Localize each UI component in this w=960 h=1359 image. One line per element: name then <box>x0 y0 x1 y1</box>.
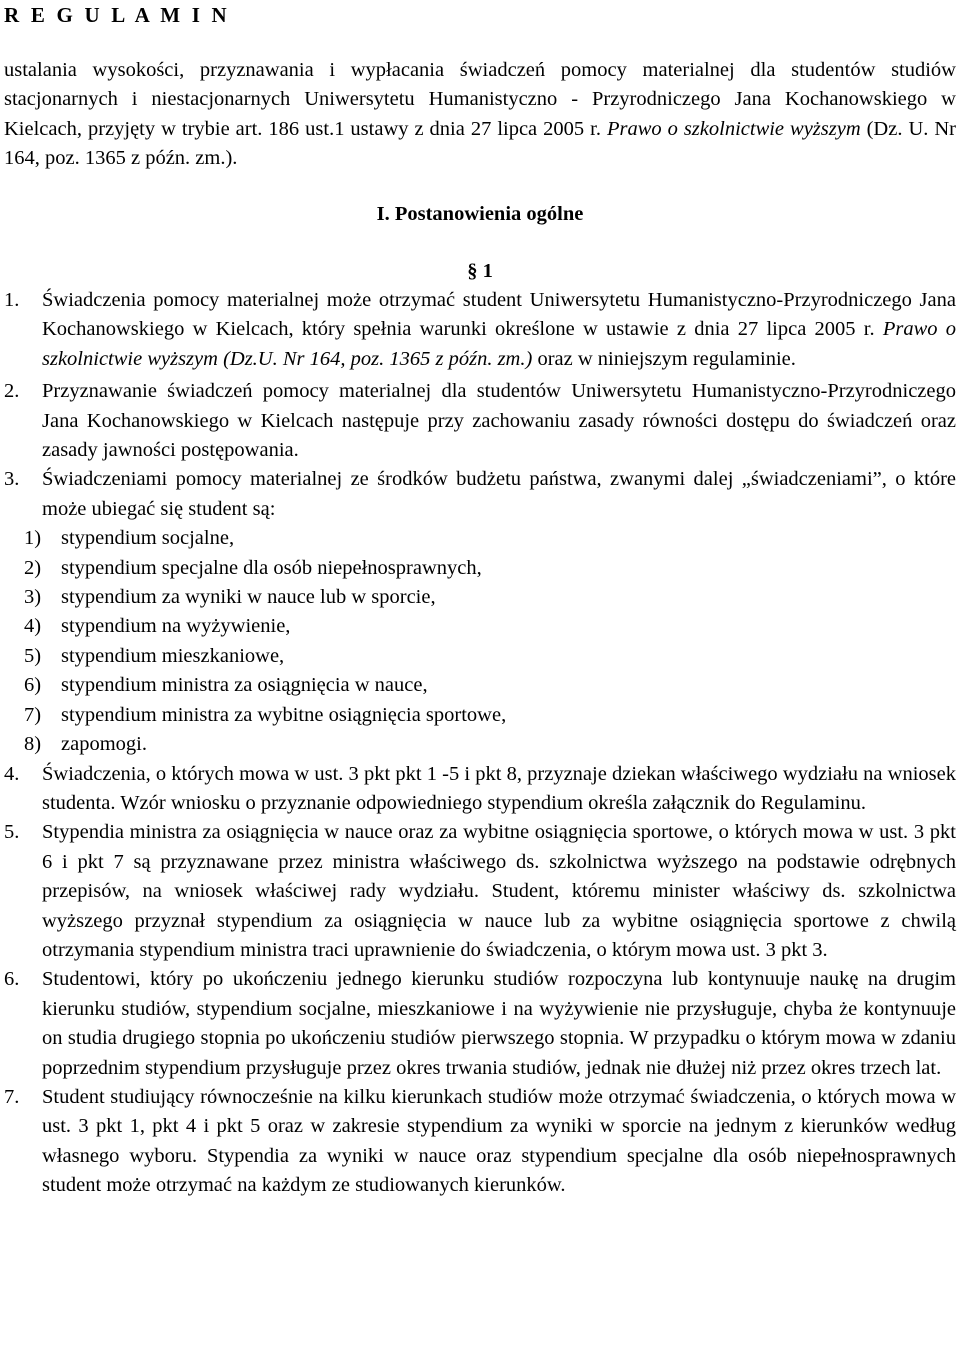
intro-act-title: Prawo o szkolnictwie wyższym <box>606 117 861 140</box>
item-number: 2. <box>4 380 20 403</box>
regulation-item-6 <box>4 965 956 1083</box>
list-item-number: 4) <box>24 615 42 638</box>
list-item <box>4 642 956 671</box>
item-text: Studentowi, który po ukończeniu jednego kierunku studiów rozpoczyna lub kontynuuje naukę na drugim kierunku studiów, stypendium socjalne, mieszkaniowe i na wyżywienie nie przysługuje, chyba że kontynuuje on studia drugiego stopnia po ukończeniu studiów pierwszego stopnia. W przypadku o którym mowa w zdaniu poprzednim stypendium przysługuje przez okres trwania studiów, jednak nie dłużej niż przez okres trzech lat. <box>42 968 956 1079</box>
list-item-text: stypendium za wyniki w nauce lub w sporcie, <box>61 586 436 609</box>
list-item-text: stypendium socjalne, <box>61 527 235 550</box>
document-title: R E G U L A M I N <box>4 3 230 27</box>
regulation-item-4 <box>4 760 956 819</box>
regulation-item-3 <box>4 465 956 524</box>
list-item-text: stypendium ministra za osiągnięcia w nauce, <box>61 674 428 697</box>
item-text: Świadczenia, o których mowa w ust. 3 pkt pkt 1 -5 i pkt 8, przyznaje dziekan właściwego wydziału na wniosek studenta. Wzór wniosku o przyznanie odpowiedniego stypendium określa załącznik do Regulaminu. <box>42 762 956 814</box>
list-item-text: stypendium ministra za wybitne osiągnięcia sportowe, <box>61 703 507 726</box>
item-number: 1. <box>4 289 20 311</box>
benefits-list <box>4 524 956 759</box>
item-text: Student studiujący równocześnie na kilku kierunkach studiów może otrzymać świadczenia, o których mowa w ust. 3 pkt 1, pkt 4 i pkt 5 oraz w zakresie stypendium za wyniki w sporcie na jednym z kierunków według własnego wyboru. Stypendia za wyniki w nauce oraz stypendium specjalne dla osób niepełnosprawnych student może otrzymać na każdym ze studiowanych kierunków. <box>42 1085 956 1197</box>
list-item <box>4 730 956 759</box>
list-item-number: 7) <box>24 703 42 726</box>
intro-text-part1: ustalania wysokości, przyznawania i wypłacania świadczeń pomocy materialnej dla studentów studiów stacjonarnych i niestacjonarnych Uniwersytetu Humanistyczno - Przyrodniczego Jana Kochanowskiego w Kielcach, przyjęty w trybie art. 186 ust.1 ustawy z dnia 27 lipca 2005 r. <box>4 59 956 140</box>
list-item <box>4 524 956 553</box>
item-text: Przyznawanie świadczeń pomocy materialnej dla studentów Uniwersytetu Humanistyczno-Przyrodniczego Jana Kochanowskiego w Kielcach następuje przy zachowaniu zasady równości dostępu do świadczeń oraz zasady jawności postępowania. <box>42 380 956 462</box>
intro-paragraph <box>4 56 956 174</box>
item-text: Świadczenia pomocy materialnej może otrzymać student Uniwersytetu Humanistyczno-Przyrodniczego Jana Kochanowskiego w Kielcach, który spełnia warunki określone w ustawie z dnia 27 lipca 2005 r. <box>42 289 956 341</box>
item-number: 5. <box>4 821 20 844</box>
intro-text-part2: (Dz. U. Nr 164, poz. 1365 z późn. zm.). <box>4 117 956 170</box>
list-item-number: 5) <box>24 644 42 667</box>
item-text-tail: oraz w niniejszym regulaminie. <box>532 347 796 370</box>
regulation-body <box>4 286 956 1201</box>
list-item-number: 3) <box>24 586 42 609</box>
item-act-title: Prawo o szkolnictwie wyższym (Dz.U. Nr 164, poz. 1365 z późn. zm.) <box>42 318 956 370</box>
list-item-text: stypendium na wyżywienie, <box>61 615 291 638</box>
list-item-text: zapomogi. <box>61 733 147 756</box>
list-item-number: 8) <box>24 733 42 756</box>
regulation-item-5 <box>4 818 956 965</box>
list-item <box>4 701 956 730</box>
regulation-item-7 <box>4 1083 956 1201</box>
list-item-number: 2) <box>24 556 42 579</box>
list-item-text: stypendium specjalne dla osób niepełnosprawnych, <box>61 556 482 579</box>
list-item <box>4 554 956 583</box>
regulation-item-1 <box>4 286 956 374</box>
regulation-item-2 <box>4 377 956 465</box>
section-title: I. Postanowienia ogólne <box>376 203 584 225</box>
item-text: Stypendia ministra za osiągnięcia w nauce oraz za wybitne osiągnięcia sportowe, o których mowa w ust. 3 pkt 6 i pkt 7 są przyznawane przez ministra właściwego ds. szkolnictwa wyższego na podstawie odrębnych przepisów, na wniosek właściwej rady wydziału. Student, któremu minister właściwy ds. szkolnictwa wyższego przyznał stypendium za osiągnięcia w nauce lub za wybitne osiągnięcia sportowe z chwilą otrzymania stypendium ministra traci uprawnienie do świadczenia, o którym mowa ust. 3 pkt 3. <box>42 821 956 961</box>
list-item-number: 1) <box>24 527 42 550</box>
list-item-number: 6) <box>24 674 42 697</box>
item-text: Świadczeniami pomocy materialnej ze środków budżetu państwa, zwanymi dalej „świadczeniami”, o które może ubiegać się student są: <box>42 468 956 520</box>
list-item <box>4 612 956 641</box>
item-number: 7. <box>4 1085 20 1108</box>
item-number: 4. <box>4 762 20 785</box>
paragraph-mark: § 1 <box>467 260 493 282</box>
list-item <box>4 671 956 700</box>
item-number: 3. <box>4 468 20 491</box>
list-item-text: stypendium mieszkaniowe, <box>61 644 285 667</box>
list-item <box>4 583 956 612</box>
item-number: 6. <box>4 968 20 991</box>
